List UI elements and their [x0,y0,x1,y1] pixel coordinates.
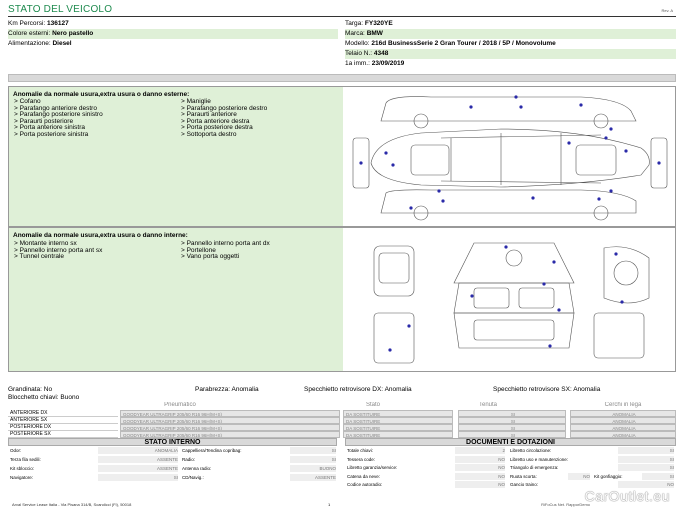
doc-label: Kit gonfiaggio: [594,473,623,479]
doc-value: NO [455,473,505,480]
watermark: CarOutlet.eu [584,488,670,504]
doc-label: Gancio traino: [510,482,539,487]
brand-row [345,29,676,39]
tyre-rims: ANOMALIA [570,431,676,438]
model-label: Modello: [345,40,370,47]
tyre-state: DA SOSTITUIRE [343,424,453,431]
fuel-value: Diesel [52,40,72,47]
documenti-table [345,438,676,490]
exterior-item: > Porta posteriore sinistra [14,130,89,138]
doc-value: SI [618,447,674,454]
fuel-label: Alimentazione: [8,40,51,47]
exterior-item: > Porta anteriore destra [181,117,250,125]
vehicle-info-right [345,19,676,71]
exterior-item: > Maniglie [181,98,211,105]
color-label: Colore esterni: [8,30,51,37]
exterior-col1 [14,99,103,138]
exterior-panel [8,86,676,227]
footer-company: Arval Service Lease Italia - Via Pisana 314/B, Scandicci (FI), 50018 [12,502,132,507]
interior-col1 [14,241,102,261]
tyre-model: GOODYEAR ULTRAGRIP 205/60 R16 96H(M+S) [120,431,340,438]
doc-value: SI [618,464,674,471]
tyres-header-tyre: Pneumatico [164,402,196,408]
interior-col2 [181,241,270,261]
tyres-header-rims: Cerchi in lega [604,402,642,408]
doc-value: NO [455,481,505,488]
tyre-position: POSTERIORE SX [8,431,118,438]
km-value: 136127 [47,20,69,27]
doc-value: NO [455,464,505,471]
stato-value: SI [290,456,336,463]
stato-label: Antenna radio: [182,466,212,471]
doc-label: Libretto uso e manutenzione: [510,456,569,462]
mirror-sx-status: Specchietto retrovisore SX: Anomalia [493,386,601,393]
tyre-seal: SI [458,424,566,431]
tyre-state: DA SOSTITUIRE [343,417,453,424]
chassis-label: Telaio N.: [345,50,373,57]
doc-label: Triangolo di emergenza: [510,465,559,470]
tyre-position: ANTERIORE DX [8,410,118,417]
tyre-seal: SI [458,431,566,438]
tyre-model: GOODYEAR ULTRAGRIP 205/60 R16 96H(M+S) [120,410,340,417]
registration-value: 23/09/2019 [371,60,405,67]
color-value: Nero pastello [52,30,94,37]
doc-value: SI [618,456,674,463]
stato-label: Kit sbloccio: [10,466,35,471]
exterior-item: > Paraurti anteriore [181,111,237,118]
doc-label: Ruota scorta: [510,473,537,479]
tyre-rims: ANOMALIA [570,424,676,431]
model-value: 216d BusinessSerie 2 Gran Tourer / 2018 / 5P / Monovolume [371,40,556,47]
footer-right-text: RiFoCus Net. RapporDemo [541,502,590,507]
brand-label: Marca: [345,30,365,37]
tyres-table [8,402,676,438]
page-number: 1 [328,502,331,507]
tyre-seal: SI [458,410,566,417]
tyre-model: GOODYEAR ULTRAGRIP 205/60 R16 96H(M+S) [120,424,340,431]
stato-value: ASSENTE [290,474,336,481]
interior-car-diagram [354,238,669,366]
stato-value: SI [290,447,336,454]
doc-value: SI [642,473,674,480]
interior-panel [8,227,676,372]
exterior-item: > Sottoporta destro [181,130,237,138]
exterior-item: > Parafango posteriore sinistro [14,111,103,118]
section-bar [8,74,676,82]
stato-value: BUONO [290,465,336,472]
tyre-rims: ANOMALIA [570,417,676,424]
exterior-item: > Paraurti posteriore [14,117,74,125]
doc-value: NO [455,456,505,463]
tyre-model: GOODYEAR ULTRAGRIP 205/60 R16 96H(M+S) [120,417,340,424]
exterior-item: > Porta anteriore sinistra [14,124,85,131]
tyre-state: DA SOSTITUIRE [343,410,453,417]
tyre-seal: SI [458,417,566,424]
registration-label: 1a imm.: [345,60,370,67]
damage-markers [359,95,660,209]
doc-label: Tessera code: [347,456,376,462]
doc-label: Libretto garanzia/service: [347,465,398,470]
plate-row [345,19,676,29]
revision-label: Rev. A [661,8,673,13]
interior-item: > Pannello interno porta ant sx [14,246,103,254]
tyre-position: ANTERIORE SX [8,417,118,424]
brand-value: BMW [366,30,383,37]
exterior-item: > Parafango anteriore destro [14,104,97,112]
plate-label: Targa: [345,20,364,27]
tyres-header-state: Stato [365,402,380,408]
doc-value: NO [568,473,590,480]
stato-interno-title: STATO INTERNO [8,438,337,446]
interior-item: > Vano porta oggetti [181,253,240,260]
exterior-car-diagram [351,93,671,221]
stato-label: CD/Navig.: [182,475,204,480]
stato-value: ASSENTE [98,465,178,472]
chassis-value: 4348 [373,50,389,57]
interior-list-area [9,228,343,371]
windshield-status: Parabrezza: Anomalia [195,386,259,393]
exterior-list-area [9,87,343,226]
page-title: STATO DEL VEICOLO [8,4,113,15]
interior-item: > Montante interno sx [14,240,77,247]
tyre-rims: ANOMALIA [570,410,676,417]
interior-title: Anomalie da normale usura,extra usura o danno interne: [13,232,188,239]
exterior-title: Anomalie da normale usura,extra usura o danno esterne: [13,91,190,98]
plate-value: FY320YE [364,20,393,27]
exterior-item: > Porta posteriore destra [181,124,253,131]
km-label: Km Percorsi: [8,20,46,27]
doc-label: Catena da neve: [347,473,381,479]
stato-value: SI [98,474,178,481]
header-divider [8,16,676,17]
documenti-title: DOCUMENTI E DOTAZIONI [345,438,676,446]
doc-label: Codice autoradio: [347,482,383,487]
tyre-state: DA SOSTITUIRE [343,431,453,438]
color-row [8,29,338,39]
stato-label: Cappelliera/Tendina copribag: [182,448,242,453]
tyres-header-seal: Tenuta [478,402,497,408]
key-block-status: Blocchetto chiavi: Buono [8,394,80,401]
doc-label: Libretto circolazione: [510,448,552,453]
fuel-row [8,39,338,49]
doc-value: NO [618,481,674,488]
model-row [345,39,676,49]
interior-item: > Portellone [181,246,216,254]
stato-label: Terza fila sedili: [10,457,41,462]
exterior-item: > Cofano [14,98,41,105]
tyre-position: POSTERIORE DX [8,424,118,431]
vehicle-info-left [8,19,338,51]
doc-label: Totale chiavi: [347,448,374,453]
exterior-item: > Parafango posteriore destro [181,104,268,112]
mirror-dx-status: Specchietto retrovisore DX: Anomalia [304,386,412,393]
stato-interno-table [8,438,337,490]
stato-label: Navigatore: [10,475,34,480]
interior-item: > Tunnel centrale [14,253,65,260]
interior-damage-markers [388,245,623,351]
doc-value: 2 [455,447,505,454]
interior-item: > Pannello interno porta ant dx [181,240,270,247]
stato-label: Odor: [10,448,22,453]
stato-label: Radio: [182,457,196,462]
registration-row [345,59,676,69]
stato-value: ANOMALIA [98,447,178,454]
hail-status: Grandinata: No [8,386,53,393]
chassis-row [345,49,676,59]
km-row [8,19,338,29]
stato-value: ASSENTE [98,456,178,463]
exterior-col2 [181,99,267,138]
